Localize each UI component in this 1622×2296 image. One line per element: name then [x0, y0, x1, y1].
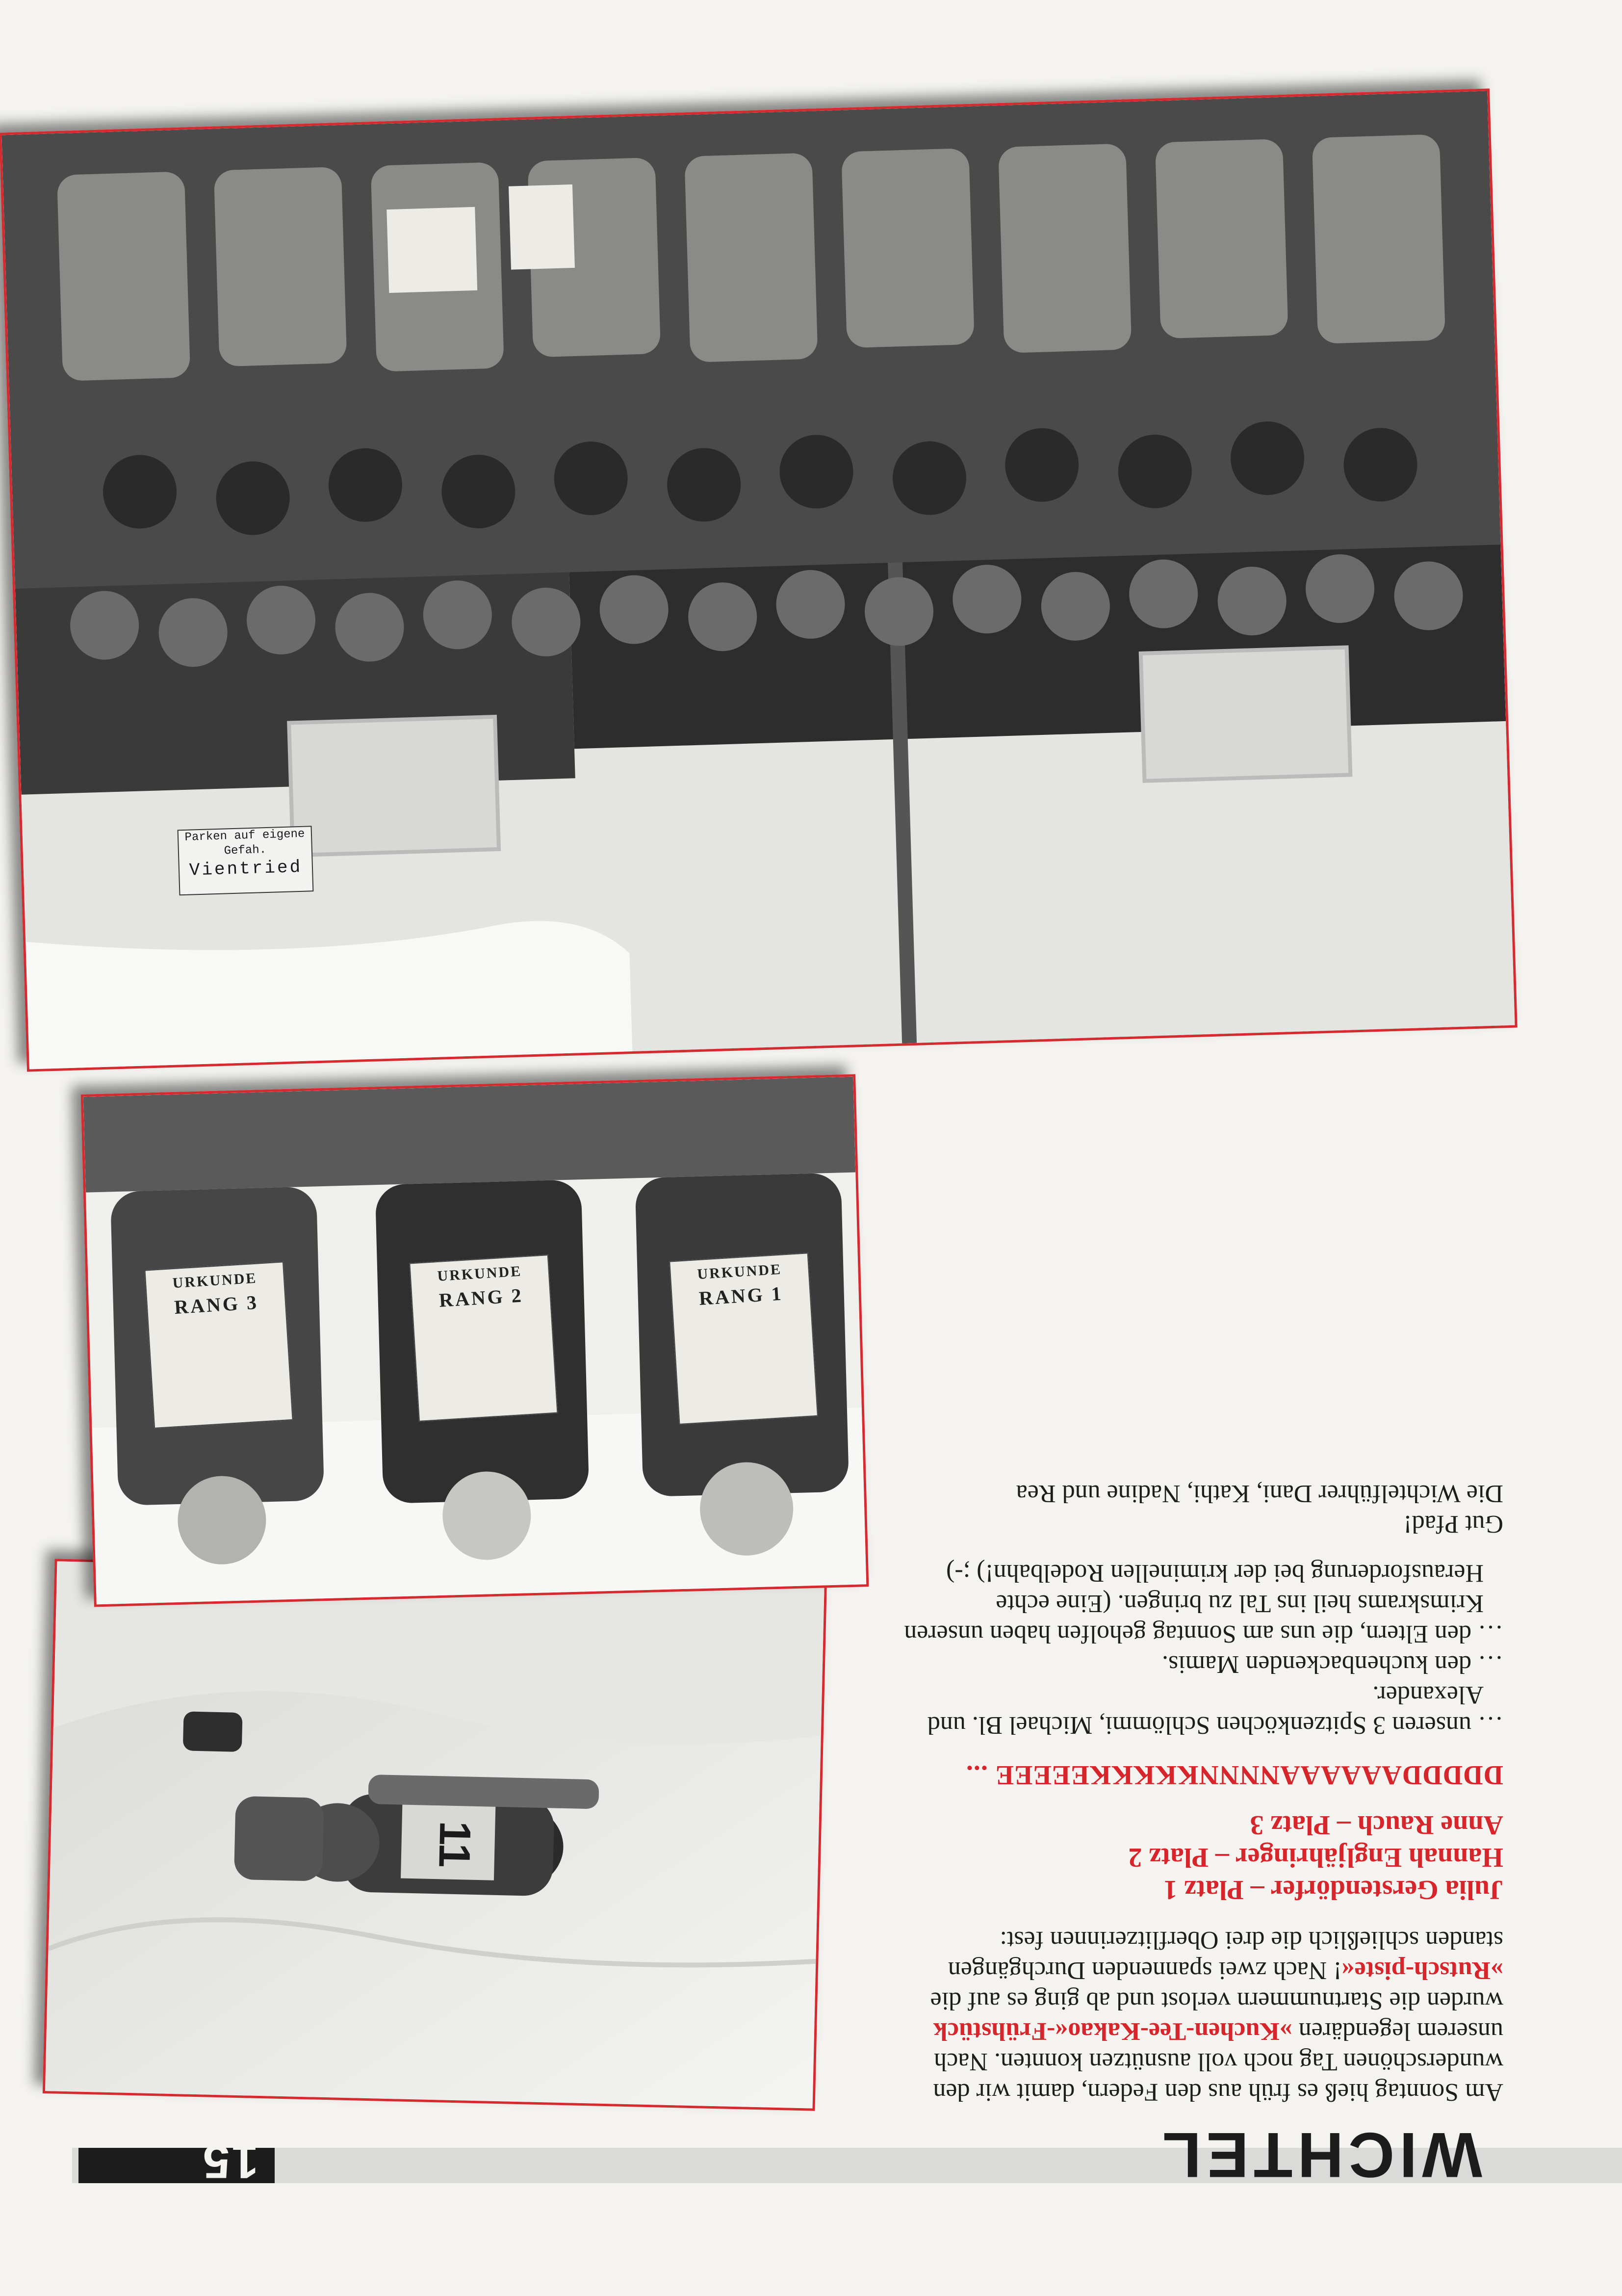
parking-sign-line2: Gefah. [224, 843, 267, 858]
winners-photo [81, 1074, 869, 1607]
parking-sign [178, 826, 314, 895]
winner-3: Anne Rauch – Platz 3 [1250, 1810, 1503, 1840]
certificate-title: URKUNDE [437, 1263, 523, 1285]
parking-sign-line3: Vientried [189, 857, 303, 881]
group-photo-image [1, 91, 1515, 1069]
thanks-heading: DDDDDAAAAAANNNNKKKKKEEEEE ... [965, 1760, 1503, 1790]
certificate-rank: RANG 2 [438, 1284, 524, 1311]
intro-highlight-piste: »Rutsch-piste« [1341, 1957, 1503, 1984]
closing-greeting: Gut Pfad! [1403, 1510, 1503, 1538]
group-photo [0, 88, 1518, 1071]
signature: Die Wichtelführer Dani, Kathi, Nadine und Rea [1016, 1480, 1503, 1508]
certificate-rank-1 [409, 1254, 558, 1422]
intro-text-a: Am Sonntag hieß es früh aus den Federn, damit wir den wunderschönen Tag noch voll ausnützen konnten. Nach unserem legendären [933, 2017, 1503, 2106]
winners-list [890, 1809, 1503, 1906]
section-title: WICHTEL [1157, 2119, 1482, 2191]
thanks-item-mums: … den kuchenbackenden Mamis. [1161, 1650, 1503, 1678]
winner-1: Julia Gerstendörfer – Platz 1 [1163, 1875, 1503, 1905]
page-number: 15 [201, 2135, 258, 2189]
certificate-rank: RANG 1 [698, 1282, 784, 1310]
intro-text-e: ! Nach zwei spannenden Durchgängen standen schließlich die drei Oberflitzerinnen fest: [948, 1926, 1503, 1984]
intro-text-c: wurden die Startnummern verlost und ab ging es auf die [930, 1987, 1503, 2015]
certificate-title: URKUNDE [172, 1270, 258, 1292]
parking-sign-line1: Parken auf eigene [184, 827, 305, 844]
winner-2: Hannah Engljähringer – Platz 2 [1128, 1842, 1503, 1873]
thanks-item-cooks: … unseren 3 Spitzenköchen Schlömmi, Michael Bl. und Alexander. [927, 1681, 1503, 1739]
certificate-rank: RANG 3 [173, 1291, 259, 1319]
page-header [0, 2119, 1622, 2296]
intro-paragraph [890, 1925, 1503, 2107]
certificate-rank-3 [669, 1252, 818, 1425]
sledder-bib-number: 11 [429, 1820, 480, 1869]
article-text [890, 1478, 1503, 2107]
thanks-item-parents: … den Eltern, die uns am Sonntag geholfen haben unseren Krimskrams heil ins Tal zu bringen. (Eine echte Herausforderung bei der kriminellen Rodelbahn!) ;-) [904, 1559, 1503, 1648]
certificate-rank-2 [144, 1261, 293, 1429]
sledder-photo [43, 1559, 827, 2111]
intro-highlight-breakfast: »Kuchen-Tee-Kakao«-Frühstück [933, 2017, 1292, 2045]
certificate-title: URKUNDE [696, 1261, 782, 1283]
